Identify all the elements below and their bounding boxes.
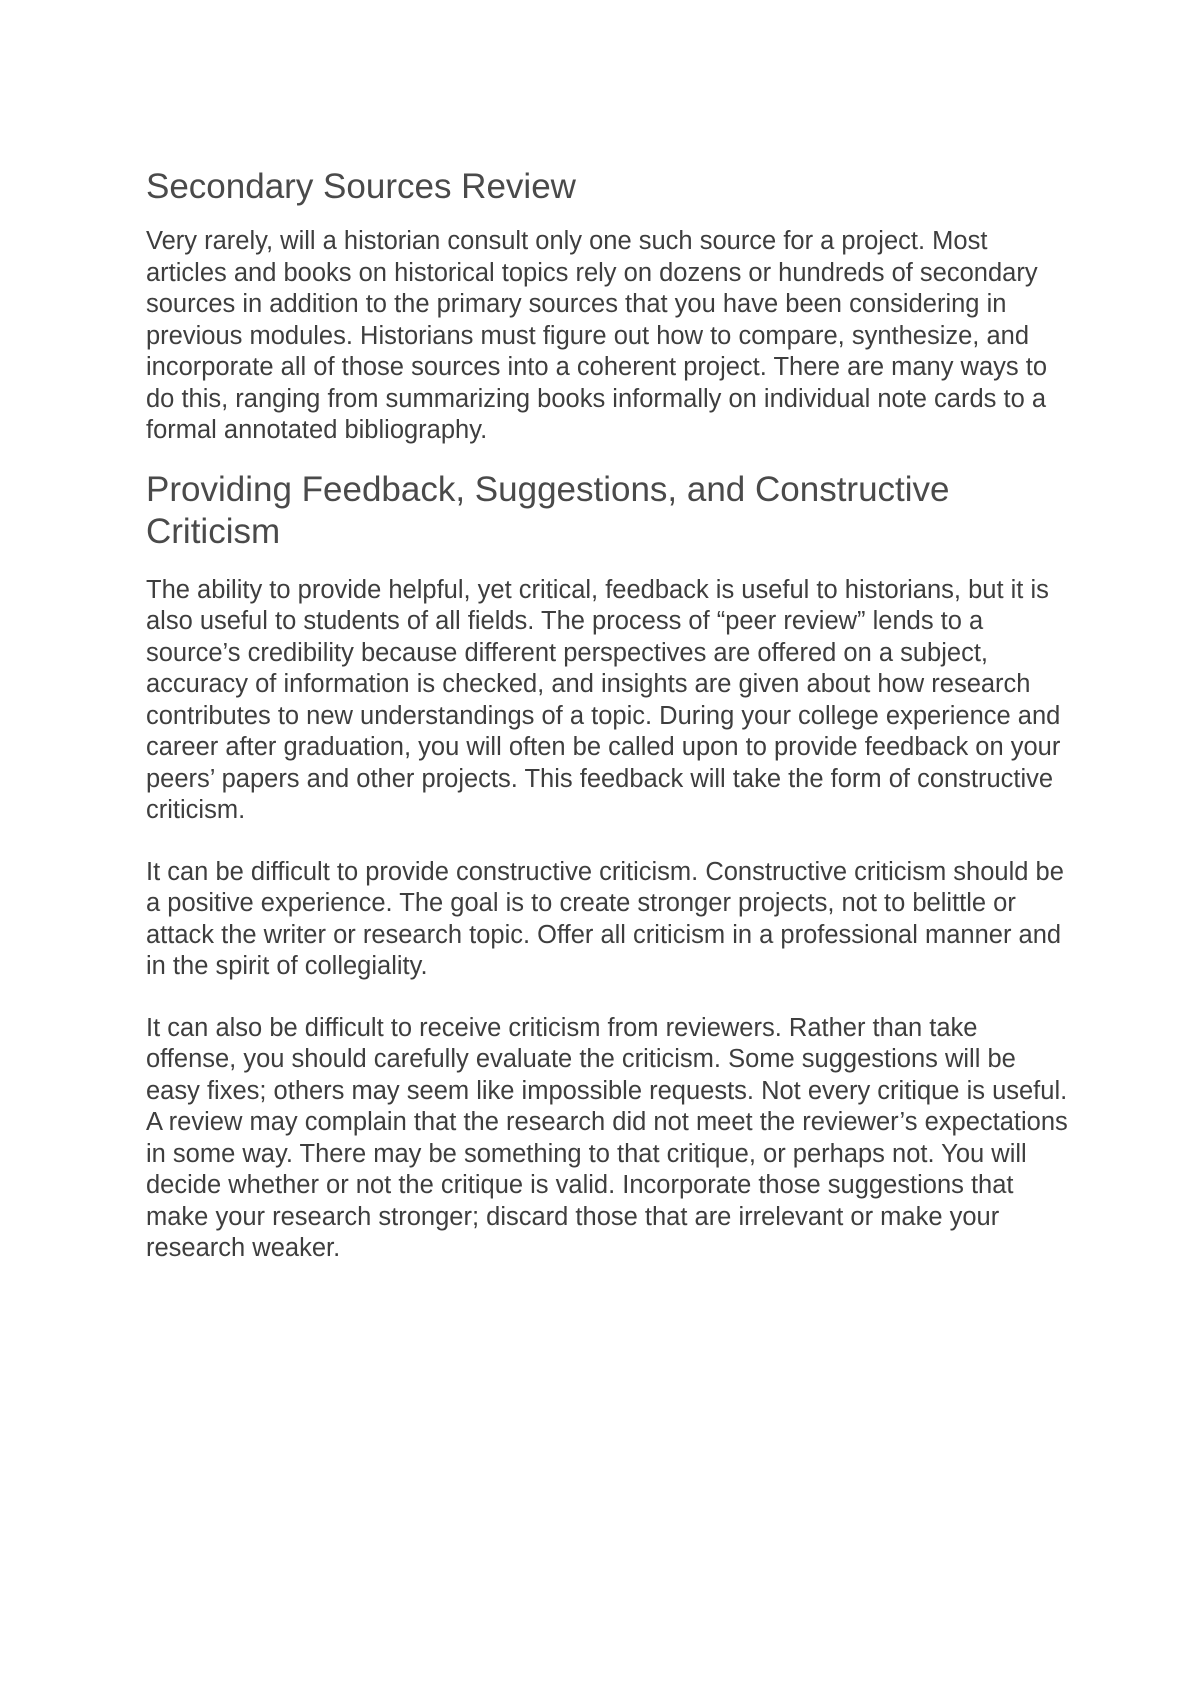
document-body	[146, 166, 1071, 1265]
section-heading-providing-feedback: Providing Feedback, Suggestions, and Constructive Criticism	[146, 469, 950, 551]
paragraph-receiving-criticism: It can also be difficult to receive criticism from reviewers. Rather than take offense, you should carefully evaluate the criticism. Some suggestions will be easy fixes; others may seem like impossible requests. Not every critique is useful. A review may complain that the research did not meet the reviewer’s expectations in some way. There may be something to that critique, or perhaps not. You will decide whether or not the critique is valid. Incorporate those suggestions that make your research stronger; discard those that are irrelevant or make your research weaker.	[146, 1013, 1068, 1262]
paragraph-peer-review: The ability to provide helpful, yet critical, feedback is useful to historians, but it is also useful to students of all fields. The process of “peer review” lends to a source’s credibility because different perspectives are offered on a subject, accuracy of information is checked, and insights are given about how research contributes to new understandings of a topic. During your college experience and career after graduation, you will often be called upon to provide feedback on your peers’ papers and other projects. This feedback will take the form of constructive criticism.	[146, 575, 1061, 824]
paragraph-providing-criticism: It can be difficult to provide constructive criticism. Constructive criticism should be a positive experience. The goal is to create stronger projects, not to belittle or attack the writer or research topic. Offer all criticism in a professional manner and in the spirit of collegiality.	[146, 857, 1064, 980]
paragraph-secondary-sources: Very rarely, will a historian consult only one such source for a project. Most articles and books on historical topics rely on dozens or hundreds of secondary sources in addition to the primary sources that you have been considering in previous modules. Historians must figure out how to compare, synthesize, and incorporate all of those sources into a coherent project. There are many ways to do this, ranging from summarizing books informally on individual note cards to a formal annotated bibliography.	[146, 227, 1048, 444]
section-heading-secondary-sources-review: Secondary Sources Review	[146, 167, 576, 206]
